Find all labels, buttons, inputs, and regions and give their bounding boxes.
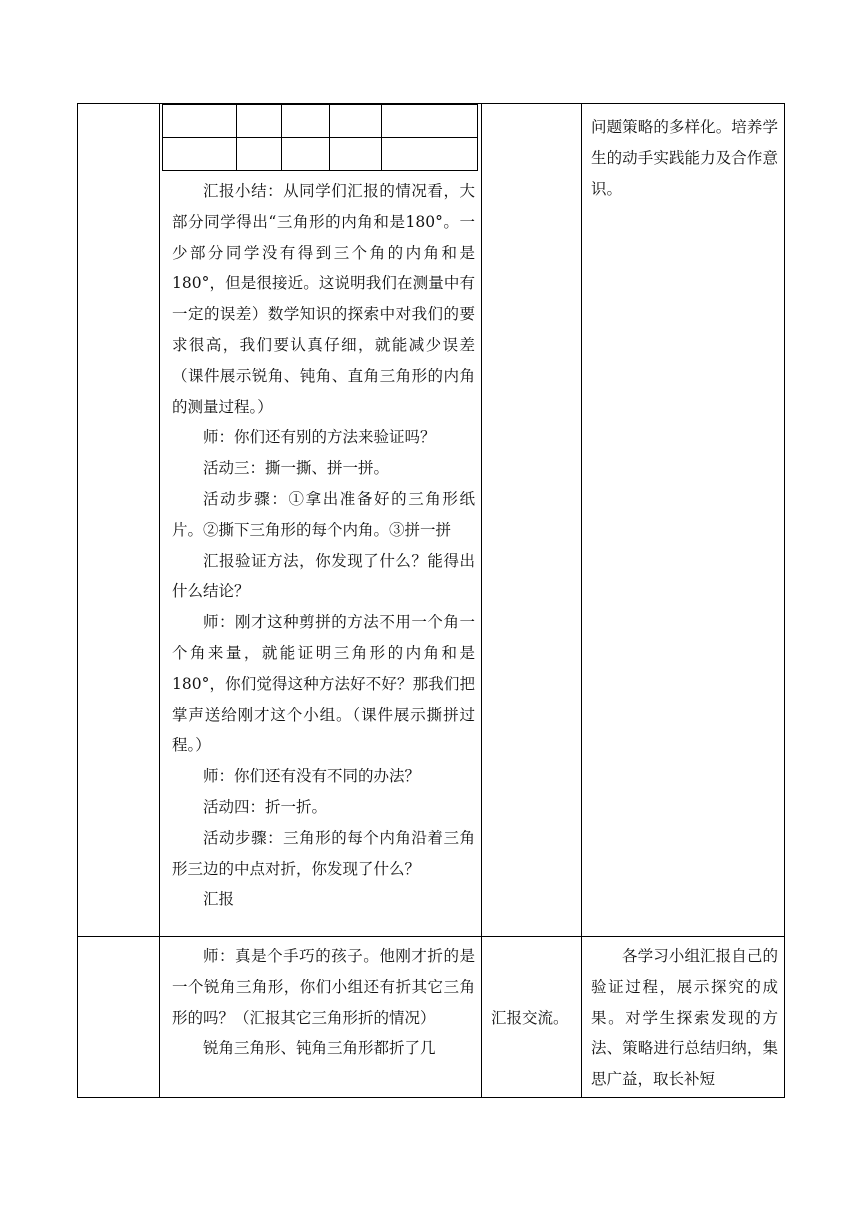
table-cell-teaching-process [159,936,481,1098]
report-summary-paragraph: 汇报小结：从同学们汇报的情况看，大部分同学得出“三角形的内角和是180°。一少部分同学没有得到三个角的内角和是180°，但是很接近。这说明我们在测量中有一定的误差）数学知识的探索中对我们的要求很高，我们要认真仔细，就能减少误差（课件展示锐角、钝角、直角三角形的内角的测量过程。） [172,182,475,416]
table-cell-design-intent [581,103,785,936]
table-cell-student-activity [481,936,581,1098]
table-cell-blank [77,103,159,936]
measurement-record-table [162,104,480,174]
table-cell-blank [481,103,581,936]
report-label: 汇报 [203,890,235,909]
teacher-praise-paragraph: 师：真是个手巧的孩子。他刚才折的是一个锐角三角形，你们小组还有折其它三角形的吗？（汇报其它三角形折的情况） [172,947,475,1027]
activity-four-steps: 活动步骤：三角形的每个内角沿着三角形三边的中点对折，你发现了什么？ [172,828,475,878]
folding-report-paragraph: 锐角三角形、钝角三角形都折了几 [203,1039,436,1058]
report-method-paragraph: 汇报验证方法，你发现了什么？能得出什么结论？ [172,551,475,601]
activity-three-steps: 活动步骤：①拿出准备好的三角形纸片。②撕下三角形的每个内角。③拼一拼 [172,489,475,539]
teacher-comment-paragraph: 师：刚才这种剪拼的方法不用一个角一个角来量，就能证明三角形的内角和是180°，你们觉得这种方法好不好？那我们把掌声送给刚才这个小组。（课件展示撕拼过程。） [172,613,475,755]
design-intent-text: 各学习小组汇报自己的验证过程，展示探究的成果。对学生探索发现的方法、策略进行总结归纳，集思广益，取长补短 [591,947,778,1089]
table-row [77,103,785,936]
teacher-question-paragraph: 师：你们还有别的方法来验证吗？ [203,428,436,447]
activity-four-title: 活动四：折一折。 [203,797,328,816]
table-cell-blank [77,936,159,1098]
table-cell-teaching-process [159,103,481,936]
table-cell-design-intent [581,936,785,1098]
student-activity-text: 汇报交流。 [491,1009,569,1027]
teacher-question-paragraph: 师：你们还有没有不同的办法？ [203,767,421,786]
table-row [163,138,478,171]
table-row [77,936,785,1098]
design-intent-text: 问题策略的多样化。培养学生的动手实践能力及合作意识。 [591,118,778,198]
activity-three-title: 活动三：撕一撕、拼一拼。 [203,459,390,478]
table-row [163,105,478,138]
